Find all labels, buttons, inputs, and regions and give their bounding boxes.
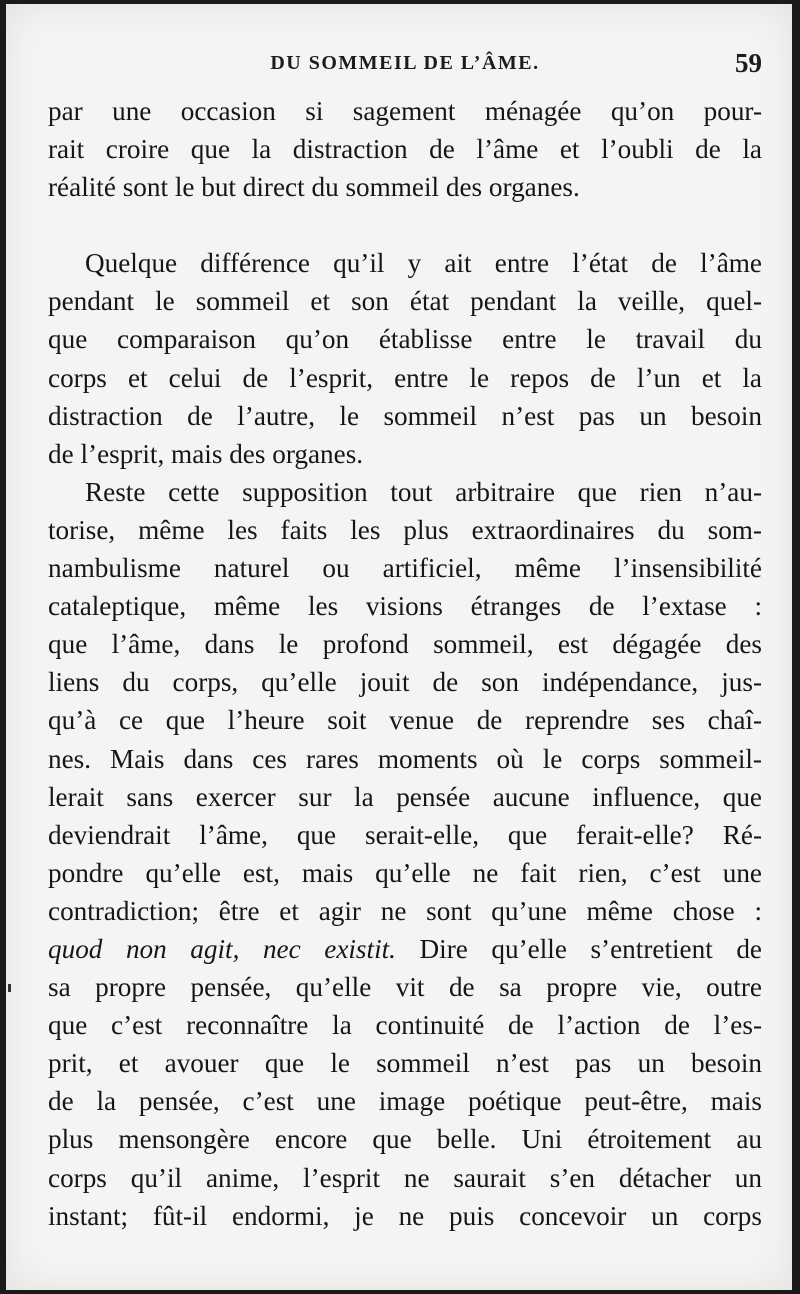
text-line: Reste cette supposition tout arbitraire que rien n’au- — [85, 476, 762, 507]
text-line: distraction de l’autre, le sommeil n’est pas un besoin — [48, 400, 762, 431]
text-line: cataleptique, même les visions étranges de l’extase : — [48, 591, 762, 622]
running-title: DU SOMMEIL DE L’ÂME. — [270, 52, 540, 74]
text-line: nambulisme naturel ou artificiel, même l’insensibilité — [48, 553, 762, 584]
text-line: contradiction; être et agir ne sont qu’une même chose : — [48, 895, 762, 926]
text-line: pendant le sommeil et son état pendant la veille, quel- — [48, 286, 762, 317]
text-line: plus mensongère encore que belle. Uni étroitement au — [48, 1124, 762, 1155]
text-line-with-latin-quote — [48, 930, 762, 968]
text-line: torise, même les faits les plus extraordinaires du som- — [48, 514, 762, 545]
text-run: Dire qu’elle s’entretient de — [395, 933, 763, 964]
latin-quote: quod non agit, nec existit. — [48, 933, 396, 964]
paragraph-2 — [48, 244, 762, 473]
text-line: par une occasion si sagement ménagée qu’on pour- — [48, 96, 762, 126]
page-header — [48, 48, 762, 82]
text-line: instant; fût-il endormi, je ne puis concevoir un corps — [48, 1200, 762, 1231]
text-line: que c’est reconnaître la continuité de l’action de l’es- — [48, 1010, 762, 1041]
text-line: sa propre pensée, qu’elle vit de sa propre vie, outre — [48, 972, 762, 1003]
paragraph-3 — [48, 473, 762, 1235]
text-line: rait croire que la distraction de l’âme et l’oubli de la — [48, 134, 762, 165]
paragraph-gap — [48, 206, 762, 244]
text-line: que l’âme, dans le profond sommeil, est dégagée des — [48, 629, 762, 660]
book-page — [6, 4, 792, 1290]
text-line: de la pensée, c’est une image poétique peut-être, mais — [48, 1086, 762, 1117]
text-line: lerait sans exercer sur la pensée aucune influence, que — [48, 781, 762, 812]
text-line: liens du corps, qu’elle jouit de son indépendance, jus- — [48, 667, 762, 698]
text-line: Quelque différence qu’il y ait entre l’état de l’âme — [85, 248, 762, 279]
text-line: corps qu’il anime, l’esprit ne saurait s’en détacher un — [48, 1162, 762, 1193]
body-text — [48, 92, 762, 1235]
text-line: de l’esprit, mais des organes. — [48, 438, 364, 469]
text-line: réalité sont le but direct du sommeil des organes. — [48, 172, 580, 203]
text-line: deviendrait l’âme, que serait-elle, que ferait-elle? Ré- — [48, 819, 762, 850]
page-number: 59 — [735, 48, 762, 78]
text-line: qu’à ce que l’heure soit venue de reprendre ses chaî- — [48, 705, 762, 736]
text-line: que comparaison qu’on établisse entre le travail du — [48, 324, 762, 355]
text-line: corps et celui de l’esprit, entre le repos de l’un et la — [48, 362, 762, 393]
margin-mark — [8, 984, 11, 992]
paragraph-1 — [48, 92, 762, 206]
text-line: pondre qu’elle est, mais qu’elle ne fait rien, c’est une — [48, 857, 762, 888]
text-line: nes. Mais dans ces rares moments où le corps sommeil- — [48, 743, 762, 774]
text-line: prit, et avouer que le sommeil n’est pas un besoin — [48, 1048, 762, 1079]
